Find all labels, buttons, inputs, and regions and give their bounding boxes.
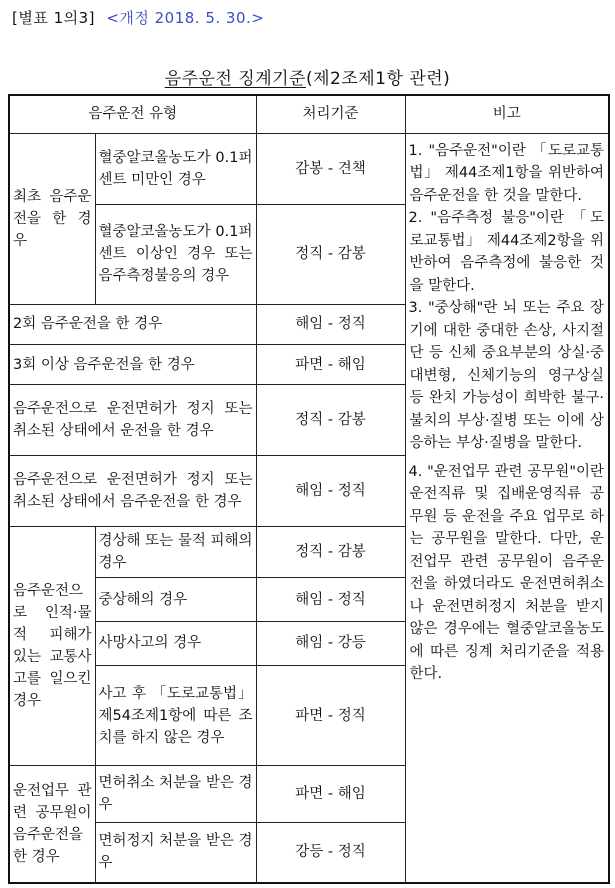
row-group-official: 운전업무 관련 공무원이 음주운전을 한 경우 <box>9 766 95 883</box>
row-acc-minor: 경상해 또는 물적 피해의 경우 <box>95 526 256 578</box>
row-first-over: 혈중알코올농도가 0.1퍼센트 이상인 경우 또는 음주측정불응의 경우 <box>95 204 256 304</box>
std-first-under: 감봉 - 견책 <box>256 133 405 204</box>
std-while-suspended: 해임 - 정직 <box>256 456 405 527</box>
row-off-suspended: 면허정지 처분을 받은 경우 <box>95 822 256 883</box>
table-header-row <box>9 95 609 133</box>
row-suspended: 음주운전으로 운전면허가 정지 또는 취소된 상태에서 운전을 한 경우 <box>9 385 256 456</box>
row-while-suspended: 음주운전으로 운전면허가 정지 또는 취소된 상태에서 음주운전을 한 경우 <box>9 456 256 527</box>
row-acc-no-action: 사고 후 「도로교통법」 제54조제1항에 따른 조치를 하지 않은 경우 <box>95 666 256 766</box>
row-acc-serious: 중상해의 경우 <box>95 578 256 621</box>
std-second: 해임 - 정직 <box>256 304 405 344</box>
header-note: 비고 <box>405 95 609 133</box>
notes-cell <box>405 133 609 883</box>
row-first-under: 혈중알코올농도가 0.1퍼센트 미만인 경우 <box>95 133 256 204</box>
note-item: 1. "음주운전"이란 「도로교통법」 제44조제1항을 위반하여 음주운전을 한 것을 말한다. <box>408 142 604 204</box>
std-off-suspended: 강등 - 정직 <box>256 822 405 883</box>
note-item: 2. "음주측정 불응"이란 「도로교통법」 제44조제2항을 위반하여 음주측정에 불응한 것을 말한다. <box>408 210 604 294</box>
std-acc-no-action: 파면 - 정직 <box>256 666 405 766</box>
row-group-accident: 음주운전으로 인적·물적 피해가 있는 교통사고를 일으킨 경우 <box>9 526 95 765</box>
amendment-date: <개정 2018. 5. 30.> <box>106 9 265 27</box>
title-main: 음주운전 징계기준 <box>164 69 306 89</box>
table-row <box>9 133 609 204</box>
table-reference: [별표 1의3] <box>12 9 96 27</box>
std-off-revoked: 파면 - 해임 <box>256 766 405 823</box>
row-acc-death: 사망사고의 경우 <box>95 621 256 665</box>
std-suspended: 정직 - 감봉 <box>256 385 405 456</box>
std-third: 파면 - 해임 <box>256 344 405 384</box>
document-header <box>12 7 264 28</box>
std-acc-death: 해임 - 강등 <box>256 621 405 665</box>
std-first-over: 정직 - 감봉 <box>256 204 405 304</box>
header-standard: 처리기준 <box>256 95 405 133</box>
row-off-revoked: 면허취소 처분을 받은 경우 <box>95 766 256 823</box>
title-reference: (제2조제1항 관련) <box>305 69 451 89</box>
note-item: 3. "중상해"란 뇌 또는 주요 장기에 대한 중대한 손상, 사지절단 등 신체 중요부분의 상실·중대변형, 신체기능의 영구상실 등 완치 가능성이 희박한 불구·불치의 부상·질병 또는 이에 상응하는 부상·질병을 말한다. <box>408 300 604 452</box>
row-group-first: 최초 음주운전을 한 경우 <box>9 133 95 304</box>
header-type: 음주운전 유형 <box>9 95 256 133</box>
page-title <box>0 64 615 89</box>
std-acc-minor: 정직 - 감봉 <box>256 526 405 578</box>
note-item: 4. "운전업무 관련 공무원"이란 운전직류 및 집배운영직류 공무원 등 운전을 주요 업무로 하는 공무원을 말한다. 다만, 운전업무 관련 공무원이 음주운전을 하였더라도 운전면허취소나 운전면허정지 처분을 받지 않은 경우에는 혈중알코올농도에 따른 징계 처리기준을 적용한다. <box>408 463 604 683</box>
row-second: 2회 음주운전을 한 경우 <box>9 304 256 344</box>
row-third: 3회 이상 음주운전을 한 경우 <box>9 344 256 384</box>
discipline-table <box>8 94 610 884</box>
std-acc-serious: 해임 - 정직 <box>256 578 405 621</box>
